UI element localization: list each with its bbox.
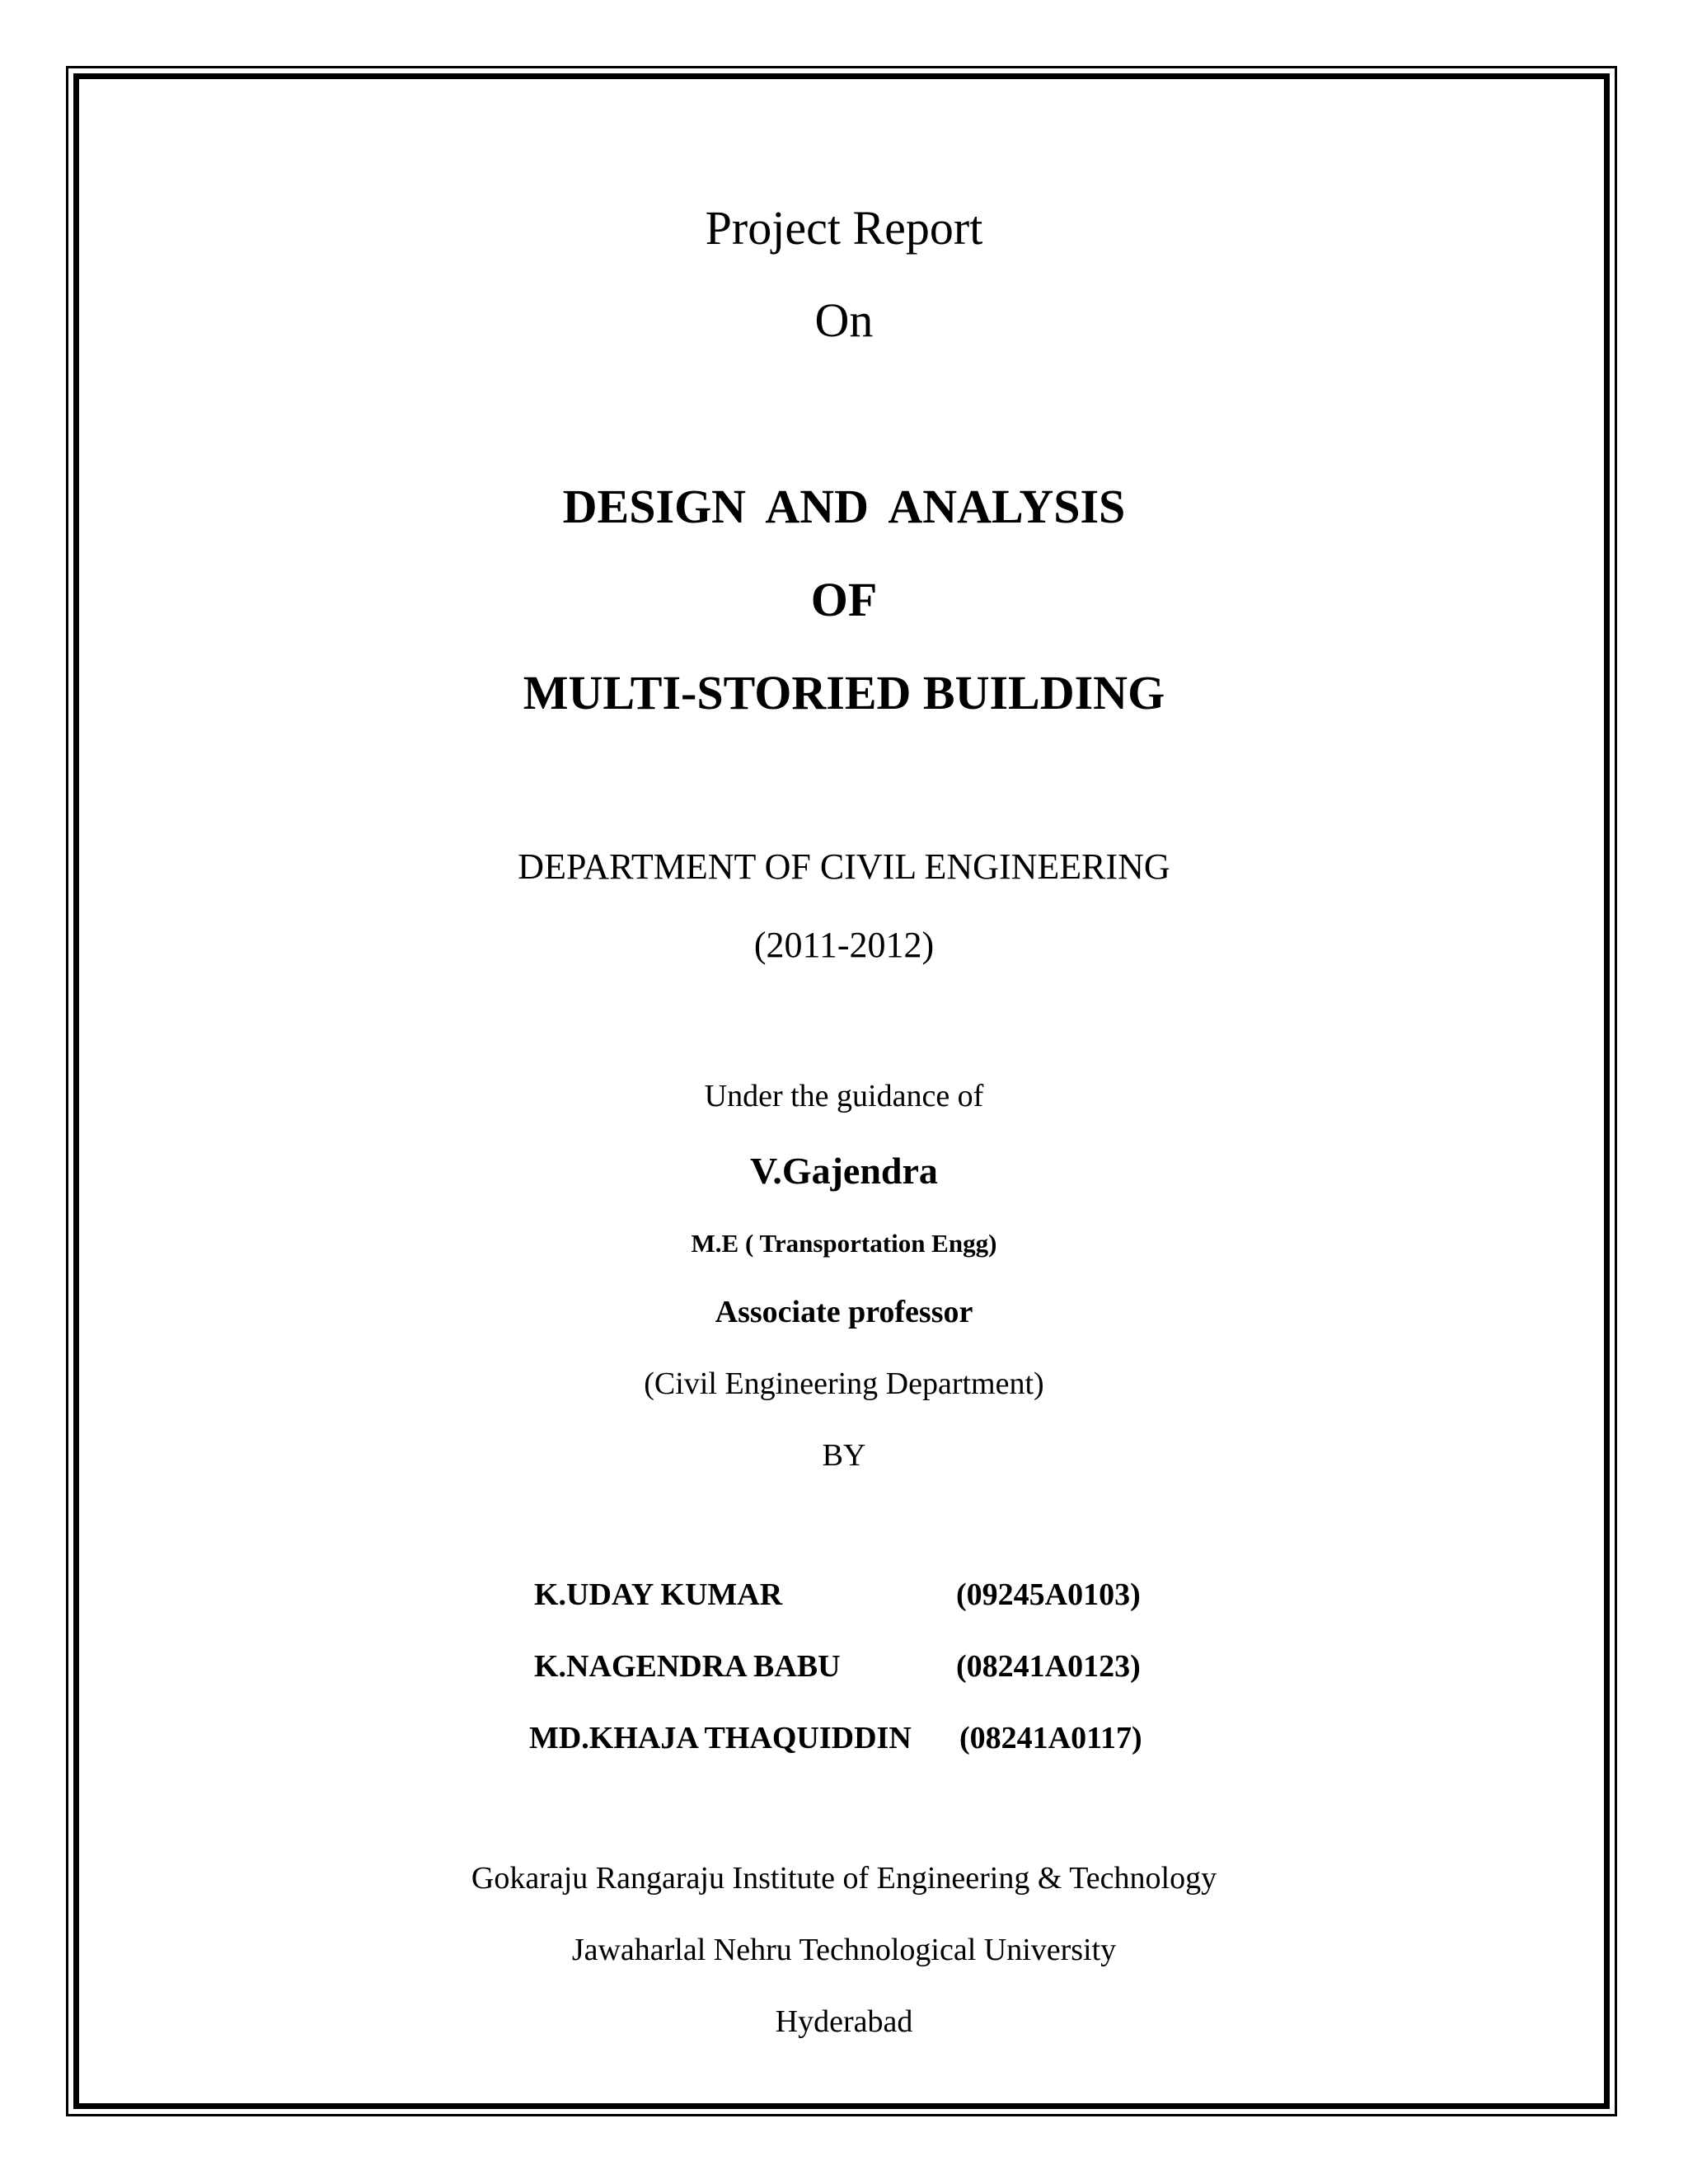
guide-department: (Civil Engineering Department) xyxy=(644,1366,1044,1401)
guidance-label: Under the guidance of xyxy=(704,1079,984,1113)
student-roll-number: (08241A0123) xyxy=(956,1649,1141,1684)
report-title-line: OF xyxy=(810,573,878,626)
city-name: Hyderabad xyxy=(775,2004,913,2039)
guide-qualification: M.E ( Transportation Engg) xyxy=(691,1229,997,1258)
student-name: MD.KHAJA THAQUIDDIN xyxy=(529,1721,912,1755)
by-label: BY xyxy=(822,1438,866,1473)
student-roll-number: (08241A0117) xyxy=(959,1721,1142,1755)
institute-name: Gokaraju Rangaraju Institute of Engineering & Technology xyxy=(471,1861,1217,1896)
report-title-line: MULTI-STORIED BUILDING xyxy=(523,666,1165,719)
student-name: K.UDAY KUMAR xyxy=(534,1577,783,1612)
university-name: Jawaharlal Nehru Technological University xyxy=(571,1933,1117,1967)
on-label: On xyxy=(814,293,874,347)
department-name: DEPARTMENT OF CIVIL ENGINEERING xyxy=(518,846,1170,887)
academic-year: (2011-2012) xyxy=(753,925,935,965)
guide-name: V.Gajendra xyxy=(750,1150,938,1192)
student-name: K.NAGENDRA BABU xyxy=(534,1649,841,1684)
student-roll-number: (09245A0103) xyxy=(956,1577,1141,1612)
report-label: Project Report xyxy=(705,201,983,255)
report-title-line: DESIGN AND ANALYSIS xyxy=(562,480,1126,533)
guide-designation: Associate professor xyxy=(715,1295,973,1329)
